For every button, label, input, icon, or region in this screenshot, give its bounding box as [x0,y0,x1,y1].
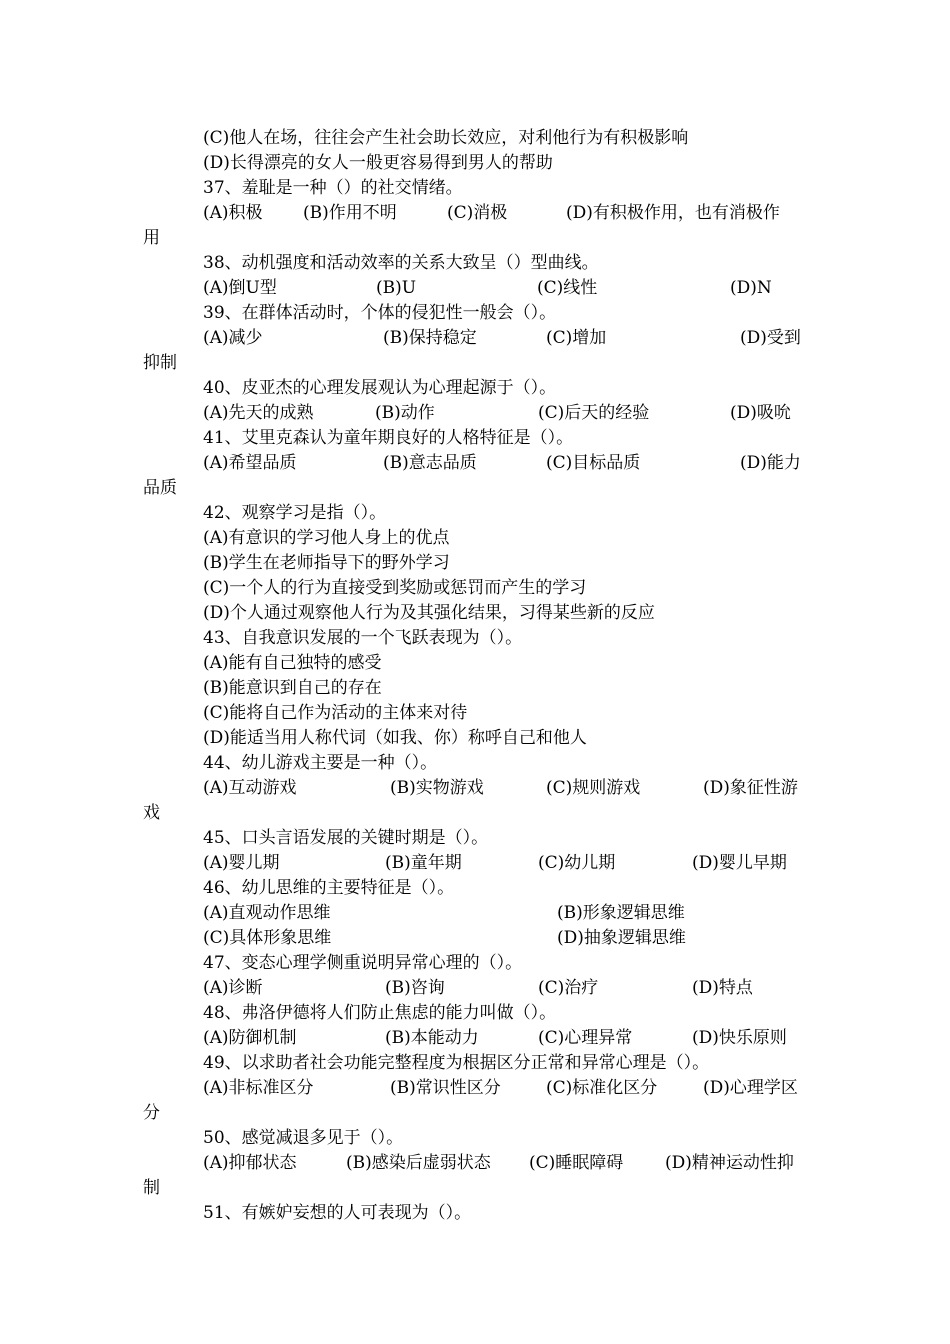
wrap-line: 用 [143,228,160,248]
question-line: 39、在群体活动时，个体的侵犯性一般会（）。 [203,303,557,323]
wrap-line: 抑制 [143,353,177,373]
option-a: (A)非标准区分 [203,1078,314,1098]
option-d: (D)快乐原则 [692,1028,787,1048]
wrap-line: 制 [143,1178,160,1198]
option-c: (C)标准化区分 [546,1078,658,1098]
option-d: (D)婴儿早期 [692,853,787,873]
option-b: (B)感染后虚弱状态 [346,1153,491,1173]
option-line: (A)有意识的学习他人身上的优点 [203,528,450,548]
option-c: (C)幼儿期 [538,853,616,873]
option-d: (D)能力 [740,453,801,473]
option-d: (D)抽象逻辑思维 [557,928,686,948]
option-d: (D)吸吮 [730,403,791,423]
option-c: (C)治疗 [538,978,599,998]
option-b: (B)童年期 [385,853,462,873]
option-c: (C)规则游戏 [546,778,641,798]
option-b: (B)保持稳定 [383,328,477,348]
option-a: (A)倒U型 [203,278,277,298]
option-line: (C)他人在场，往往会产生社会助长效应，对利他行为有积极影响 [203,128,689,148]
option-a: (A)先天的成熟 [203,403,314,423]
option-d: (D)象征性游 [703,778,798,798]
option-line: (A)能有自己独特的感受 [203,653,382,673]
option-c: (C)后天的经验 [538,403,650,423]
question-line: 46、幼儿思维的主要特征是（）。 [203,878,455,898]
option-c: (C)心理异常 [538,1028,633,1048]
option-b: (B)动作 [375,403,435,423]
question-line: 38、动机强度和活动效率的关系大致呈（）型曲线。 [203,253,599,273]
wrap-line: 品质 [143,478,177,498]
option-line: (B)学生在老师指导下的野外学习 [203,553,450,573]
option-c: (C)消极 [447,203,508,223]
option-c: (C)睡眠障碍 [529,1153,624,1173]
option-d: (D)有积极作用，也有消极作 [566,203,780,223]
question-line: 43、自我意识发展的一个飞跃表现为（）。 [203,628,523,648]
option-c: (C)具体形象思维 [203,928,332,948]
option-a: (A)希望品质 [203,453,297,473]
question-line: 48、弗洛伊德将人们防止焦虑的能力叫做（）。 [203,1003,557,1023]
option-b: (B)本能动力 [385,1028,479,1048]
option-b: (B)U [376,278,417,298]
option-a: (A)积极 [203,203,263,223]
option-line: (C)一个人的行为直接受到奖励或惩罚而产生的学习 [203,578,587,598]
question-line: 40、皮亚杰的心理发展观认为心理起源于（）。 [203,378,557,398]
wrap-line: 分 [143,1103,160,1123]
option-b: (B)作用不明 [303,203,397,223]
option-a: (A)减少 [203,328,263,348]
option-d: (D)受到 [740,328,801,348]
question-line: 37、羞耻是一种（）的社交情绪。 [203,178,463,198]
option-d: (D)心理学区 [703,1078,798,1098]
option-c: (C)线性 [537,278,598,298]
question-line: 42、观察学习是指（）。 [203,503,387,523]
question-line: 44、幼儿游戏主要是一种（）。 [203,753,438,773]
option-a: (A)婴儿期 [203,853,280,873]
option-line: (D)能适当用人称代词（如我、你）称呼自己和他人 [203,728,587,748]
option-d: (D)特点 [692,978,753,998]
option-b: (B)实物游戏 [390,778,484,798]
option-b: (B)咨询 [385,978,445,998]
option-b: (B)常识性区分 [390,1078,501,1098]
option-a: (A)诊断 [203,978,263,998]
option-line: (D)个人通过观察他人行为及其强化结果，习得某些新的反应 [203,603,655,623]
option-line: (B)能意识到自己的存在 [203,678,382,698]
question-line: 47、变态心理学侧重说明异常心理的（）。 [203,953,523,973]
wrap-line: 戏 [143,803,160,823]
question-line: 50、感觉减退多见于（）。 [203,1128,404,1148]
option-a: (A)防御机制 [203,1028,297,1048]
option-a: (A)互动游戏 [203,778,297,798]
question-line: 49、以求助者社会功能完整程度为根据区分正常和异常心理是（）。 [203,1053,710,1073]
option-line: (D)长得漂亮的女人一般更容易得到男人的帮助 [203,153,553,173]
option-a: (A)抑郁状态 [203,1153,297,1173]
option-c: (C)目标品质 [546,453,641,473]
option-line: (C)能将自己作为活动的主体来对待 [203,703,468,723]
question-line: 51、有嫉妒妄想的人可表现为（）。 [203,1203,472,1223]
option-d: (D)N [730,278,772,298]
option-b: (B)形象逻辑思维 [557,903,685,923]
option-b: (B)意志品质 [383,453,477,473]
option-d: (D)精神运动性抑 [665,1153,794,1173]
question-line: 41、艾里克森认为童年期良好的人格特征是（）。 [203,428,574,448]
option-c: (C)增加 [546,328,607,348]
question-line: 45、口头言语发展的关键时期是（）。 [203,828,489,848]
option-a: (A)直观动作思维 [203,903,331,923]
